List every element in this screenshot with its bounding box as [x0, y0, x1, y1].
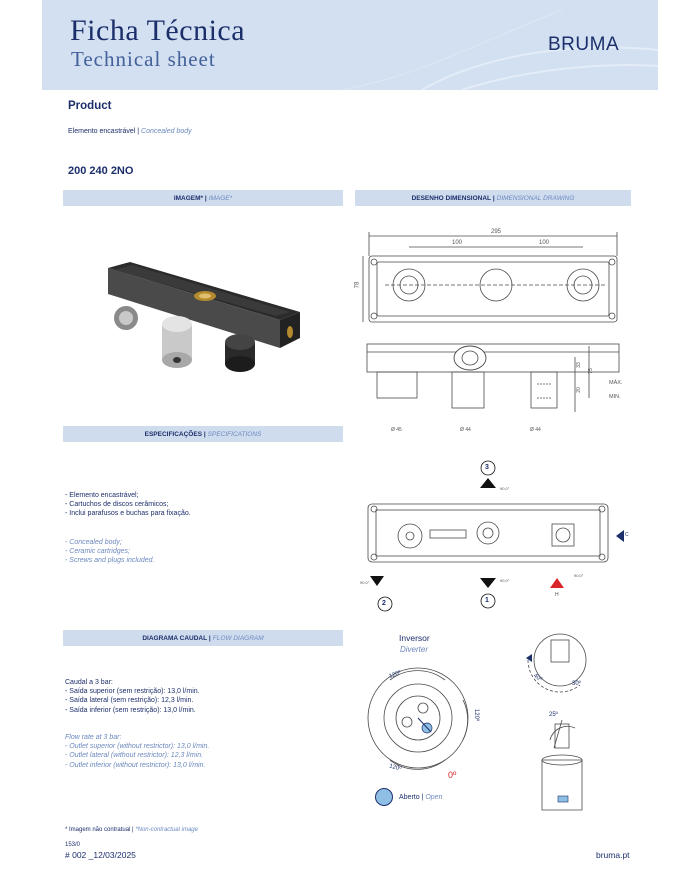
section-dimensional-en: DIMENSIONAL DRAWING — [496, 194, 575, 202]
flow-item: Flow rate at 3 bar: — [65, 734, 122, 741]
section-specs-en: SPECIFICATIONS — [207, 430, 262, 438]
angle-label-top: 90,0° — [500, 486, 510, 491]
angle-120-top: 120º — [388, 670, 402, 680]
label-hot: H — [555, 592, 559, 598]
flow-item: Caudal a 3 bar: — [65, 679, 113, 686]
label-min: MIN. — [609, 394, 621, 400]
section-dimensional-pt: DESENHO DIMENSIONAL — [411, 194, 492, 202]
spec-item: - Inclui parafusos e buchas para fixação. — [65, 510, 191, 518]
cartridge-diagrams — [520, 620, 620, 820]
flow-item: - Saída superior (sem restrição): 13,0 l/min. — [65, 688, 200, 696]
flow-list-pt — [65, 678, 335, 715]
flow-item: - Outlet inferior (without restrictor): 13,0 l/min. — [65, 761, 206, 769]
image-disclaimer: * Imagem não contratual | *Non-contractual image — [65, 827, 198, 833]
spec-item: - Ceramic cartridges; — [65, 548, 130, 556]
angle-zero: 0º — [448, 770, 457, 780]
product-image — [90, 250, 315, 390]
specs-list-en — [65, 538, 325, 566]
angle-30: 30º — [572, 681, 581, 687]
page-subtitle: Technical sheet — [71, 47, 216, 71]
section-specs-pt: ESPECIFICAÇÕES — [144, 430, 203, 438]
angle-label-left: 90,0° — [360, 580, 370, 585]
doc-number-date: # 002 _12/03/2025 — [65, 850, 136, 860]
website-link[interactable]: bruma.pt — [596, 850, 630, 860]
flow-list-en — [65, 733, 335, 770]
section-flow-pt: DIAGRAMA CAUDAL — [142, 634, 208, 642]
brand-logo: BRUMA — [548, 34, 620, 55]
outlets-drawing — [360, 458, 636, 618]
dim-width: 295 — [491, 229, 502, 235]
product-type-en: Concealed body — [141, 128, 192, 135]
outlet-number-3: 3 — [485, 464, 489, 471]
flow-item: - Saída inferior (sem restrição): 13,0 l/min. — [65, 706, 196, 714]
spec-item: - Elemento encastrável; — [65, 492, 139, 499]
disclaimer-en: *Non-contractual image — [135, 827, 198, 833]
angle-120-bottom: 120º — [388, 763, 402, 773]
section-flow-en: FLOW DIAGRAM — [212, 634, 264, 642]
section-bar-image: IMAGEM* | IMAGE* — [63, 190, 343, 206]
section-image-pt: IMAGEM* — [173, 194, 204, 202]
doc-reference: 153/0 — [65, 842, 81, 848]
dim-depth-b: 20 — [575, 387, 582, 393]
label-max: MÁX. — [609, 380, 623, 386]
outlet-number-2: 2 — [382, 600, 386, 607]
angle-25: 25º — [549, 712, 558, 718]
specs-list-pt — [65, 491, 325, 519]
page-title: Ficha Técnica — [70, 14, 246, 47]
label-cold: C — [625, 532, 629, 538]
dim-spacing-left: 100 — [452, 240, 463, 246]
spec-item: - Concealed body; — [65, 539, 122, 546]
diverter-subtitle: Diverter — [400, 645, 429, 654]
angle-label-bottom: 90,0° — [500, 578, 510, 583]
disclaimer-pt: * Imagem não contratual — [65, 827, 131, 833]
section-bar-flow: DIAGRAMA CAUDAL | FLOW DIAGRAM — [63, 630, 343, 646]
legend-open-swatch — [375, 788, 393, 806]
product-type-pt: Elemento encastrável — [68, 128, 136, 135]
outlet-number-1: 1 — [485, 597, 489, 604]
dim-d1: Ø 45 — [391, 427, 402, 433]
spec-item: - Cartuchos de discos cerâmicos; — [65, 501, 169, 509]
angle-120-right: 120º — [473, 708, 480, 722]
legend-open-label: Aberto | Open — [399, 794, 443, 801]
dim-d3: Ø 44 — [530, 427, 541, 433]
spec-item: - Screws and plugs included. — [65, 557, 155, 565]
dim-depth-a: 33 — [575, 362, 582, 368]
dim-d2: Ø 44 — [460, 427, 471, 433]
flow-item: - Saída lateral (sem restrição): 12,3 l/min. — [65, 697, 194, 705]
dimensional-drawing — [355, 222, 631, 422]
section-bar-dimensional: DESENHO DIMENSIONAL | DIMENSIONAL DRAWING — [355, 190, 631, 206]
section-image-en: IMAGE* — [208, 194, 233, 202]
product-code: 200 240 2NO — [68, 165, 134, 177]
product-heading: Product — [68, 100, 112, 112]
angle-40: 40º — [532, 672, 543, 684]
product-type: Elemento encastrável | Concealed body — [68, 128, 192, 135]
legend-open-en: Open — [425, 794, 443, 801]
flow-item: - Outlet superior (without restrictor): 13,0 l/min. — [65, 743, 210, 751]
legend-open-pt: Aberto — [399, 794, 420, 801]
section-bar-specs: ESPECIFICAÇÕES | SPECIFICATIONS — [63, 426, 343, 442]
dim-depth-c: 75 — [587, 368, 594, 374]
dim-height: 78 — [354, 281, 361, 289]
flow-item: - Outlet lateral (without restrictor): 12,3 l/min. — [65, 752, 204, 760]
diverter-title: Inversor — [399, 633, 430, 643]
angle-label-right: 90,0° — [574, 573, 584, 578]
dim-spacing-right: 100 — [539, 240, 550, 246]
diverter-diagram — [365, 660, 475, 775]
